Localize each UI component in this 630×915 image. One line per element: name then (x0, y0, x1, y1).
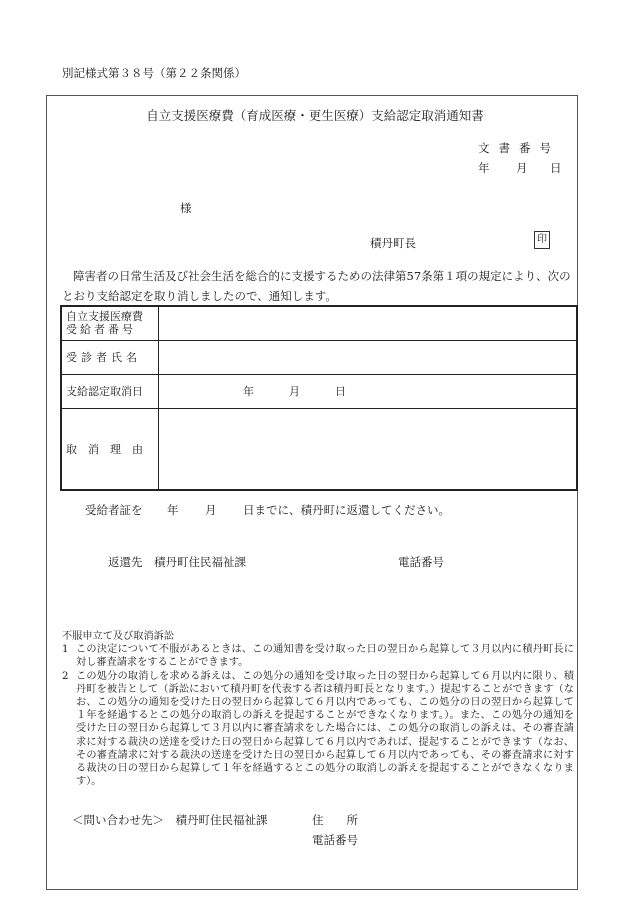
return-notice-suffix: 日までに、積丹町に返還してください。 (243, 503, 450, 517)
appeal-item-text: この決定について不服があるときは、この通知書を受け取った日の翌日から起算して３月以内に積丹町長に対し審査請求をすることができます。 (76, 644, 574, 669)
contact-tel-label: 電話番号 (312, 833, 358, 847)
seal-stamp: 印 (534, 231, 550, 249)
table-row (61, 306, 577, 340)
body-text: 障害者の日常生活及び社会生活を総合的に支援するための法律第57条第１項の規定により、次のとおり支給認定を取り消しましたので、通知します。 (62, 269, 571, 303)
appeal-heading: 不服申立て及び取消訴訟 (62, 631, 175, 642)
cancel-date-month: 月 (289, 385, 300, 398)
body-paragraph (62, 266, 582, 306)
appeal-item (62, 670, 574, 789)
date-day-label: 日 (550, 161, 562, 175)
patient-name-value[interactable] (159, 340, 578, 374)
document-number-label: 文書番号 (478, 141, 560, 155)
return-notice (85, 502, 450, 518)
return-tel-label: 電話番号 (398, 555, 444, 569)
table-row (61, 374, 577, 408)
cancellation-info-table (60, 305, 578, 491)
date-month-label: 月 (516, 161, 528, 175)
return-place: 返還先 積丹町住民福祉課 (108, 555, 246, 569)
reason-value[interactable] (159, 408, 578, 490)
return-month-label: 月 (205, 503, 217, 517)
return-notice-prefix: 受給者証を (85, 503, 143, 517)
cancel-date-value[interactable] (159, 374, 578, 408)
cancel-date-year: 年 (243, 385, 254, 398)
contact-address-label: 住 所 (312, 813, 358, 827)
document-date (478, 160, 562, 176)
reason-label: 取消理由 (61, 408, 159, 490)
contact-label: ＜問い合わせ先＞ 積丹町住民福祉課 (72, 813, 268, 827)
recipient-number-label: 自立支援医療費 受給者番号 (61, 306, 159, 340)
sender-name: 積丹町長 (370, 236, 416, 250)
cancel-date-label: 支給認定取消日 (61, 374, 159, 408)
cancel-date-day: 日 (335, 385, 346, 398)
addressee-suffix: 様 (180, 201, 192, 215)
appeal-item-number: 1 (62, 644, 69, 656)
patient-name-label: 受診者氏名 (61, 340, 159, 374)
date-year-label: 年 (478, 161, 490, 175)
appeal-item-number: 2 (62, 670, 69, 682)
appeal-item-text: この処分の取消しを求める訴えは、この処分の通知を受け取った日の翌日から起算して６月以内に限り、積丹町を被告として（訴訟において積丹町を代表する者は積丹町長となります。）提起することができます（なお、この処分の通知を受けた日の翌日から起算して６月以内であっても、この処分の日の翌日から起算して１年を経過するとこの処分の取消しの訴えを提起することができなくなります。）。また、この処分の通知を受けた日の翌日から起算して３月以内に審査請求をした場合には、この処分の取消しの訴えは、その審査請求に対する裁決の送達を受けた日の翌日から起算して６月以内であれば、提起することができます（なお、その審査請求に対する裁決の送達を受けた日の翌日から起算して６月以内であっても、その審査請求に対する裁決の日の翌日から起算して１年を経過するとこの処分の取消しの訴えを提起することができなくなります）。 (76, 670, 574, 788)
return-year-label: 年 (167, 503, 179, 517)
form-number-label: 別記様式第３８号（第２２条関係） (62, 66, 246, 80)
table-row (61, 408, 577, 490)
recipient-number-value[interactable] (159, 306, 578, 340)
table-row (61, 340, 577, 374)
appeal-item (62, 643, 574, 669)
appeal-section (62, 630, 574, 788)
document-title: 自立支援医療費（育成医療・更生医療）支給認定取消通知書 (146, 108, 484, 123)
